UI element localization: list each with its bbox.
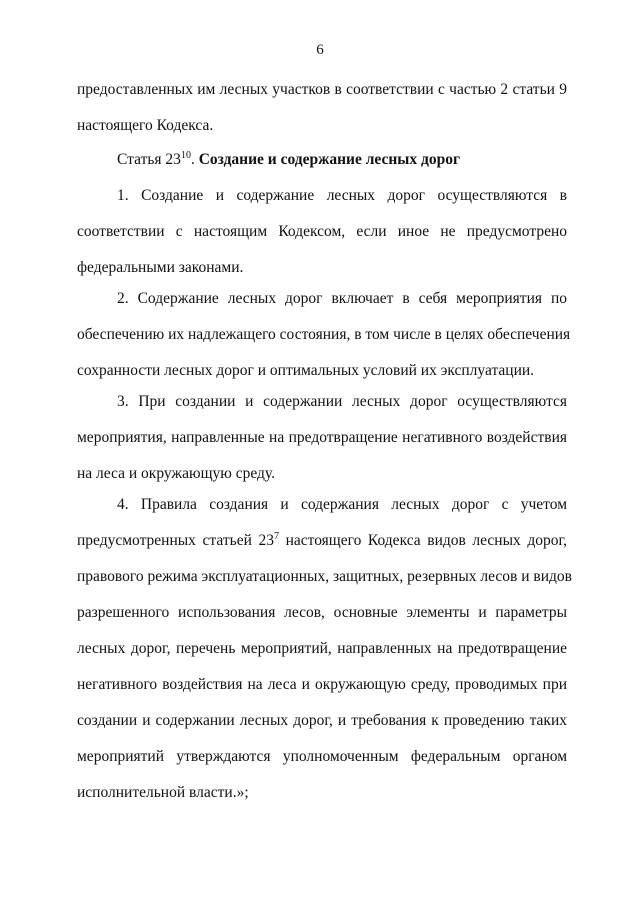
- text-line: мероприятия, направленные на предотвращение негативного воздействия: [77, 429, 567, 446]
- text-line: мероприятий утверждаются уполномоченным федеральным органом: [77, 748, 567, 765]
- article-prefix: Статья 23: [117, 151, 181, 168]
- text-line: исполнительной власти.»;: [77, 784, 249, 801]
- text-line: 4. Правила создания и содержания лесных дорог с учетом: [117, 496, 567, 513]
- paragraph-1: [77, 186, 567, 294]
- page-number: 6: [316, 42, 324, 58]
- text-line: сохранности лесных дорог и оптимальных условий их эксплуатации.: [77, 362, 535, 379]
- text-line: негативного воздействия на леса и окружающую среду, проводимых при: [77, 676, 567, 693]
- text-line: разрешенного использования лесов, основные элементы и параметры: [77, 604, 567, 621]
- paragraph-4: [77, 495, 572, 819]
- text-line: 2. Содержание лесных дорог включает в себя мероприятия по: [117, 290, 567, 307]
- text-line: правового режима эксплуатационных, защитных, резервных лесов и видов: [77, 568, 572, 585]
- article-dot: .: [190, 151, 195, 168]
- text-line: соответствии с настоящим Кодексом, если иное не предусмотрено: [77, 223, 567, 240]
- article-title: Создание и содержание лесных дорог: [198, 151, 461, 168]
- text-line: создании и содержании лесных дорог, и требования к проведению таких: [77, 712, 567, 729]
- text-line: лесных дорог, перечень мероприятий, направленных на предотвращение: [77, 640, 567, 657]
- text-line: федеральными законами.: [77, 259, 244, 276]
- paragraph-2: [77, 289, 571, 397]
- text-line-with-superscript: предусмотренных статьей $23^7$ настоящего Кодекса видов лесных дорог,: [77, 531, 567, 549]
- article-reference-superscript: 7: [273, 531, 279, 542]
- article-heading: [77, 150, 567, 186]
- text-line: на леса и окружающую среду.: [77, 465, 275, 482]
- text-line: настоящего Кодекса.: [77, 117, 214, 134]
- text-line: 1. Создание и содержание лесных дорог осуществляются в: [117, 187, 567, 204]
- text-line: обеспечению их надлежащего состояния, в том числе в целях обеспечения: [77, 326, 571, 343]
- continuation-paragraph: [77, 80, 567, 152]
- article-number-superscript: 10: [180, 150, 191, 161]
- text-line: предоставленных им лесных участков в соответствии с частью 2 статьи 9: [77, 81, 567, 98]
- paragraph-3: [77, 392, 567, 500]
- text-line: 3. При создании и содержании лесных дорог осуществляются: [117, 393, 567, 410]
